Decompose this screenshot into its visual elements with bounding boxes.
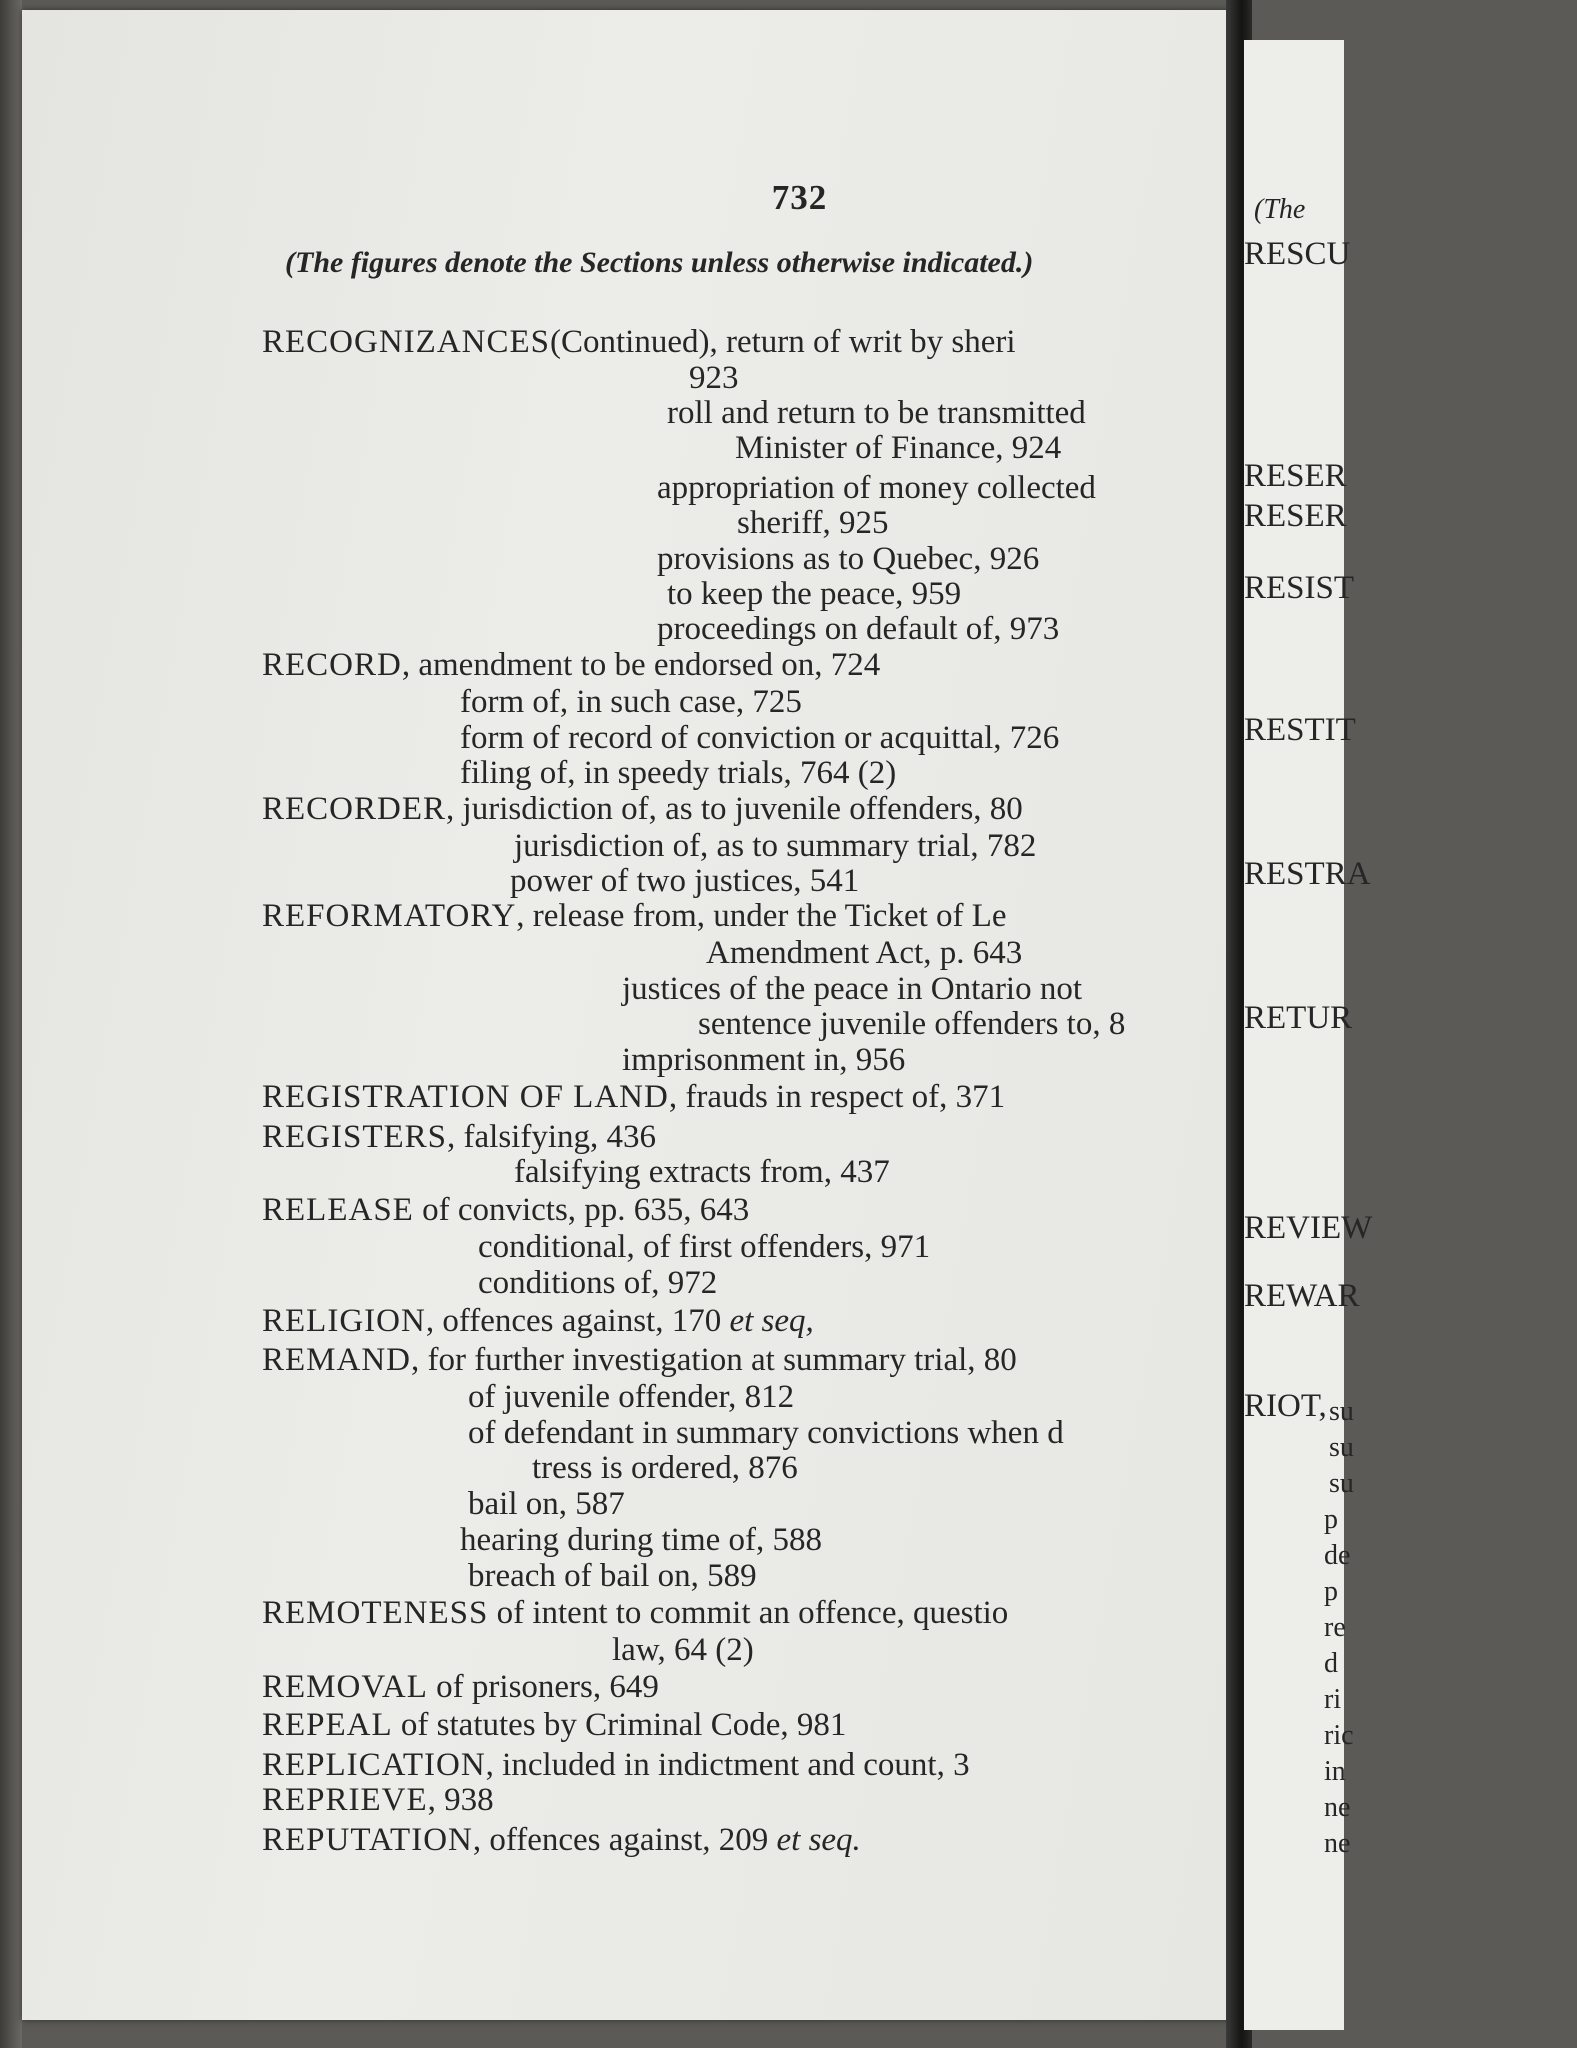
- index-entry-text: , falsifying, 436: [447, 1119, 657, 1155]
- index-entry-line: [468, 1486, 625, 1522]
- index-entry-heading-line: [262, 1782, 494, 1818]
- index-entry-heading-line: [262, 647, 880, 683]
- index-entry-text: , 938: [427, 1782, 494, 1818]
- index-entry-text: Minister of Finance, 924: [735, 430, 1062, 466]
- index-headword: REPLICATION: [262, 1747, 486, 1783]
- adjacent-page-headword: RESCU: [1244, 236, 1351, 272]
- index-entry-heading-line: [262, 791, 1023, 827]
- adjacent-page-fragment: ne: [1324, 1792, 1351, 1823]
- index-entry-line: [622, 1042, 905, 1078]
- index-entry-text: 923: [689, 360, 739, 396]
- index-entry-heading-line: [262, 324, 1016, 360]
- index-entry-heading-line: [262, 1707, 846, 1743]
- adjacent-page-headword: RETUR: [1244, 1000, 1353, 1036]
- page-edge-left: [0, 0, 22, 2048]
- index-entry-text: form of record of conviction or acquittal, 726: [460, 720, 1060, 756]
- index-headword: RECORD: [262, 647, 402, 683]
- index-entry-text: form of, in such case, 725: [460, 684, 802, 720]
- index-entry-line: [510, 863, 859, 899]
- index-entry-line: [468, 1379, 794, 1415]
- index-entry-text: , amendment to be endorsed on, 724: [401, 647, 881, 683]
- adjacent-page-headword: RESTIT: [1244, 712, 1356, 748]
- index-headword: REGISTERS: [262, 1119, 448, 1155]
- index-entry-text: , offences against, 170: [425, 1303, 730, 1339]
- index-entry-heading-line: [262, 1747, 970, 1783]
- index-entry-line: [514, 1154, 890, 1190]
- index-entry-line: [667, 395, 1086, 431]
- index-entry-text: of prisoners, 649: [427, 1669, 659, 1705]
- adjacent-page-fragment: p: [1324, 1504, 1338, 1535]
- adjacent-page-fragment: p: [1324, 1576, 1338, 1607]
- index-entry-text: roll and return to be transmitted: [667, 395, 1086, 431]
- index-entry-line: [532, 1450, 798, 1486]
- adjacent-page-fragment: ne: [1324, 1828, 1351, 1859]
- index-entry-text: of intent to commit an offence, questio: [488, 1595, 1009, 1631]
- index-entry-heading-line: [262, 1303, 814, 1339]
- index-entry-heading-line: [262, 1595, 1008, 1631]
- index-entry-text: , frauds in respect of, 371: [668, 1079, 1006, 1115]
- index-headword: RECORDER: [262, 791, 447, 827]
- index-entry-line: [657, 470, 1096, 506]
- index-entry-text: conditions of, 972: [478, 1265, 718, 1301]
- adjacent-page-headword: RESIST: [1244, 570, 1355, 606]
- index-entry-text: , for further investigation at summary trial, 80: [411, 1342, 1017, 1378]
- index-entry-text: conditional, of first offenders, 971: [478, 1229, 931, 1265]
- index-entry-text: hearing during time of, 588: [460, 1522, 823, 1558]
- adjacent-page-headword: RESTRA: [1244, 856, 1371, 892]
- index-entry-text: sheriff, 925: [737, 505, 889, 541]
- adjacent-page-fragment: re: [1324, 1612, 1346, 1643]
- index-entry-heading-line: [262, 1822, 861, 1858]
- index-entry-line: [478, 1265, 717, 1301]
- index-entry-text: of juvenile offender, 812: [468, 1379, 795, 1415]
- adjacent-page-headword: RIOT,: [1244, 1388, 1327, 1424]
- index-entry-line: [478, 1229, 930, 1265]
- index-headword: REMOVAL: [262, 1669, 428, 1705]
- index-headword: REPUTATION: [262, 1822, 473, 1858]
- index-headword: REMAND: [262, 1342, 412, 1378]
- index-entry-heading-line: [262, 898, 1007, 934]
- index-entry-text: proceedings on default of, 973: [657, 611, 1060, 647]
- adjacent-page-fragment: ric: [1324, 1720, 1354, 1751]
- index-entry-text: of defendant in summary convictions when d: [468, 1415, 1064, 1451]
- index-entry-line: [657, 611, 1059, 647]
- index-entry-text: power of two justices, 541: [510, 863, 860, 899]
- index-entry-text: imprisonment in, 956: [622, 1042, 906, 1078]
- index-entry-text: justices of the peace in Ontario not: [622, 971, 1083, 1007]
- adjacent-page-headword: RESER: [1244, 458, 1347, 494]
- index-entry-line: [460, 755, 896, 791]
- adjacent-page-headword: REVIEW: [1244, 1210, 1373, 1246]
- index-entry-text: tress is ordered, 876: [532, 1450, 798, 1486]
- index-entry-line: [468, 1415, 1064, 1451]
- index-entry-line: [689, 360, 739, 396]
- index-entry-text: (Continued), return of writ by sheri: [550, 324, 1016, 360]
- index-entry-text: provisions as to Quebec, 926: [657, 541, 1040, 577]
- index-entry-line: [514, 828, 1036, 864]
- index-headword: REPRIEVE: [262, 1782, 428, 1818]
- index-entry-heading-line: [262, 1119, 656, 1155]
- index-entry-text: of statutes by Criminal Code, 981: [392, 1707, 847, 1743]
- index-entry-text: filing of, in speedy trials, 764 (2): [460, 755, 897, 791]
- index-entry-text: law, 64 (2): [612, 1632, 754, 1668]
- index-headword: REPEAL: [262, 1707, 393, 1743]
- index-entry-text: sentence juvenile offenders to, 8: [698, 1006, 1126, 1042]
- index-entry-text: , offences against, 209: [472, 1822, 777, 1858]
- adjacent-page-fragment: in: [1324, 1756, 1346, 1787]
- index-entry-text: Amendment Act, p. 643: [706, 935, 1023, 971]
- index-entry-line: [460, 684, 802, 720]
- index-entry-line: [622, 971, 1082, 1007]
- page-number: 732: [771, 178, 828, 217]
- index-entry-line: [460, 1522, 822, 1558]
- index-headword: REMOTENESS: [262, 1595, 489, 1631]
- index-entry-line: [737, 505, 889, 541]
- adjacent-page-fragment: d: [1324, 1648, 1338, 1679]
- index-entry-line: [612, 1632, 754, 1668]
- index-entry-text: jurisdiction of, as to summary trial, 782: [514, 828, 1037, 864]
- index-entry-line: [706, 935, 1022, 971]
- index-entry-text: , included in indictment and count, 3: [485, 1747, 970, 1783]
- index-entry-line: [460, 720, 1059, 756]
- index-entry-line: [657, 541, 1039, 577]
- index-headword: RELIGION: [262, 1303, 426, 1339]
- index-entry-heading-line: [262, 1192, 749, 1228]
- index-entry-text: appropriation of money collected: [657, 470, 1096, 506]
- index-entry-text: to keep the peace, 959: [667, 576, 962, 612]
- index-headword: RELEASE: [262, 1192, 414, 1228]
- page-subtitle: (The figures denote the Sections unless otherwise indicated.): [285, 246, 1034, 279]
- index-entry-heading-line: [262, 1342, 1017, 1378]
- index-entry-text: breach of bail on, 589: [468, 1558, 757, 1594]
- adjacent-page-fragment: su: [1329, 1468, 1354, 1499]
- adjacent-page-fragment: su: [1329, 1432, 1354, 1463]
- index-entry-line: [735, 430, 1061, 466]
- index-entry-text: , release from, under the Ticket of Le: [516, 898, 1007, 934]
- index-entry-line: [667, 576, 961, 612]
- index-entry-heading-line: [262, 1669, 659, 1705]
- index-headword: RECOGNIZANCES: [262, 324, 551, 360]
- index-entry-line: [698, 1006, 1125, 1042]
- adjacent-page-headword: REWAR: [1244, 1278, 1360, 1314]
- index-entry-italic: et seq.: [776, 1822, 861, 1858]
- index-entry-text: bail on, 587: [468, 1486, 625, 1522]
- adjacent-page-fragment: de: [1324, 1540, 1351, 1571]
- adjacent-page-fragment: su: [1329, 1396, 1354, 1427]
- index-entry-italic: et seq,: [729, 1303, 814, 1339]
- index-entry-heading-line: [262, 1079, 1005, 1115]
- adjacent-page-headword: RESER: [1244, 498, 1347, 534]
- index-entry-text: of convicts, pp. 635, 643: [413, 1192, 750, 1228]
- adjacent-page: [1244, 40, 1373, 2030]
- index-headword: REGISTRATION OF LAND: [262, 1079, 669, 1115]
- index-headword: REFORMATORY: [262, 898, 517, 934]
- book-page: [22, 10, 1245, 2020]
- index-entry-text: falsifying extracts from, 437: [514, 1154, 890, 1190]
- adjacent-page-subtitle: (The: [1254, 194, 1306, 225]
- index-entry-line: [468, 1558, 757, 1594]
- index-entry-text: , jurisdiction of, as to juvenile offenders, 80: [446, 791, 1023, 827]
- adjacent-page-fragment: ri: [1324, 1684, 1342, 1715]
